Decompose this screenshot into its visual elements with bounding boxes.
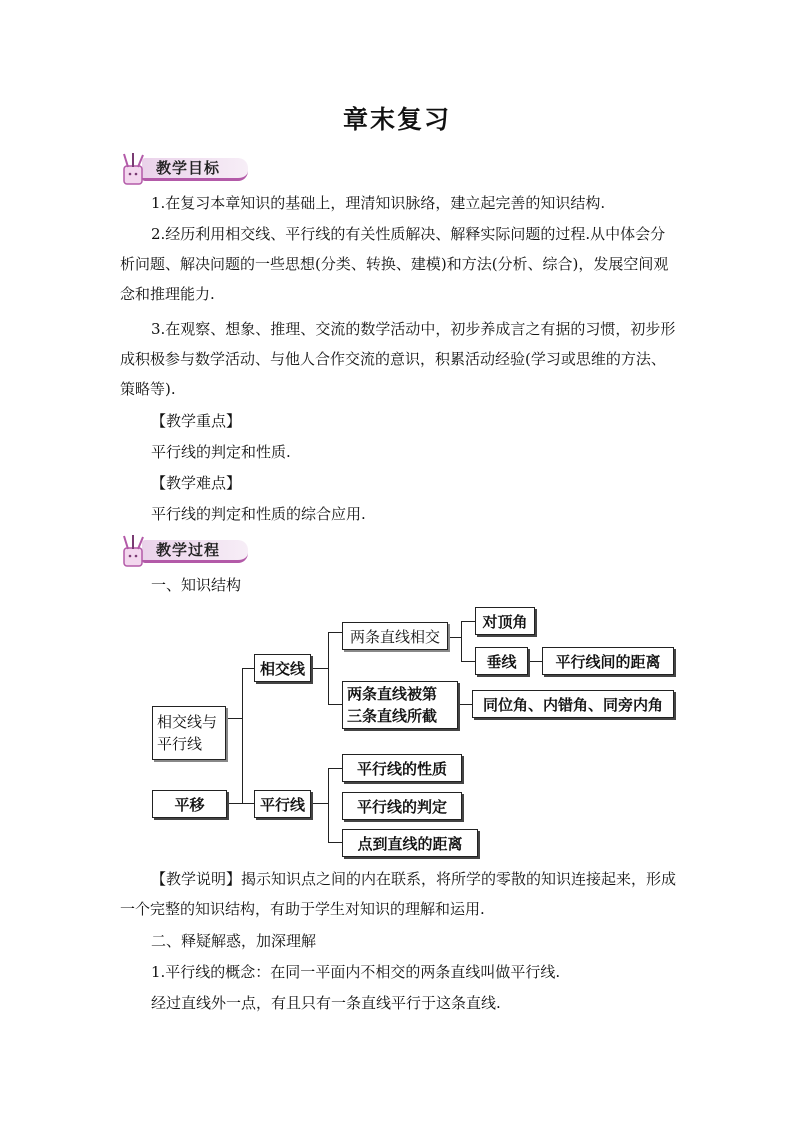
intersecting-lines-node: 相交线 (254, 654, 311, 682)
two-lines-intersect-node: 两条直线相交 (342, 622, 448, 650)
goal-1: 1.在复习本章知识的基础上，理清知识脉络，建立起完善的知识结构. (151, 194, 606, 212)
third-line-cut-node (342, 681, 458, 729)
concept-1: 1.平行线的概念：在同一平面内不相交的两条直线叫做平行线. (151, 963, 561, 981)
parallel-judgement-node: 平行线的判定 (342, 792, 462, 820)
point-line-distance-node: 点到直线的距离 (342, 829, 478, 857)
concept-2: 经过直线外一点，有且只有一条直线平行于这条直线. (151, 994, 501, 1012)
page-title: 章末复习 (342, 105, 451, 134)
vertical-angles-node: 对顶角 (475, 607, 535, 635)
root-line-2: 平行线 (157, 735, 203, 753)
part-1-heading: 一、知识结构 (151, 576, 242, 594)
pencil-cup-icon (118, 534, 148, 568)
third-line-text-1: 两条直线被第 (347, 685, 438, 703)
root-node (152, 706, 226, 760)
translation-node: 平移 (152, 790, 227, 818)
section-label: 教学过程 (156, 541, 221, 559)
parallel-property-node: 平行线的性质 (342, 754, 462, 782)
difficulty-text: 平行线的判定和性质的综合应用. (151, 505, 366, 523)
third-line-text-2: 三条直线所截 (347, 707, 438, 725)
pencil-cup-icon (118, 152, 148, 186)
key-heading: 【教学重点】 (151, 412, 242, 430)
perpendicular-node: 垂线 (475, 647, 528, 675)
goal-3: 3.在观察、想象、推理、交流的数学活动中，初步养成言之有据的习惯，初步形成积极参与数学活动、与他人合作交流的意识，积累活动经验(学习或思维的方法、策略等). (120, 320, 676, 398)
parallel-lines-node: 平行线 (254, 790, 311, 818)
section-header-process (116, 534, 256, 568)
part-2-heading: 二、释疑解惑，加深理解 (151, 932, 317, 950)
difficulty-heading: 【教学难点】 (151, 474, 242, 492)
section-label: 教学目标 (156, 159, 221, 177)
root-line-1: 相交线与 (157, 713, 218, 731)
teaching-explanation: 【教学说明】揭示知识点之间的内在联系，将所学的零散的知识连接起来，形成一个完整的知识结构，有助于学生对知识的理解和运用. (120, 870, 677, 918)
angles-node: 同位角、内错角、同旁内角 (472, 690, 674, 718)
key-text: 平行线的判定和性质. (151, 443, 291, 461)
section-header-goals (116, 152, 256, 186)
goal-2: 2.经历利用相交线、平行线的有关性质解决、解释实际问题的过程.从中体会分析问题、解决问题的一些思想(分类、转换、建模)和方法(分析、综合)，发展空间观念和推理能力. (120, 225, 669, 303)
parallel-distance-node: 平行线间的距离 (542, 647, 674, 675)
